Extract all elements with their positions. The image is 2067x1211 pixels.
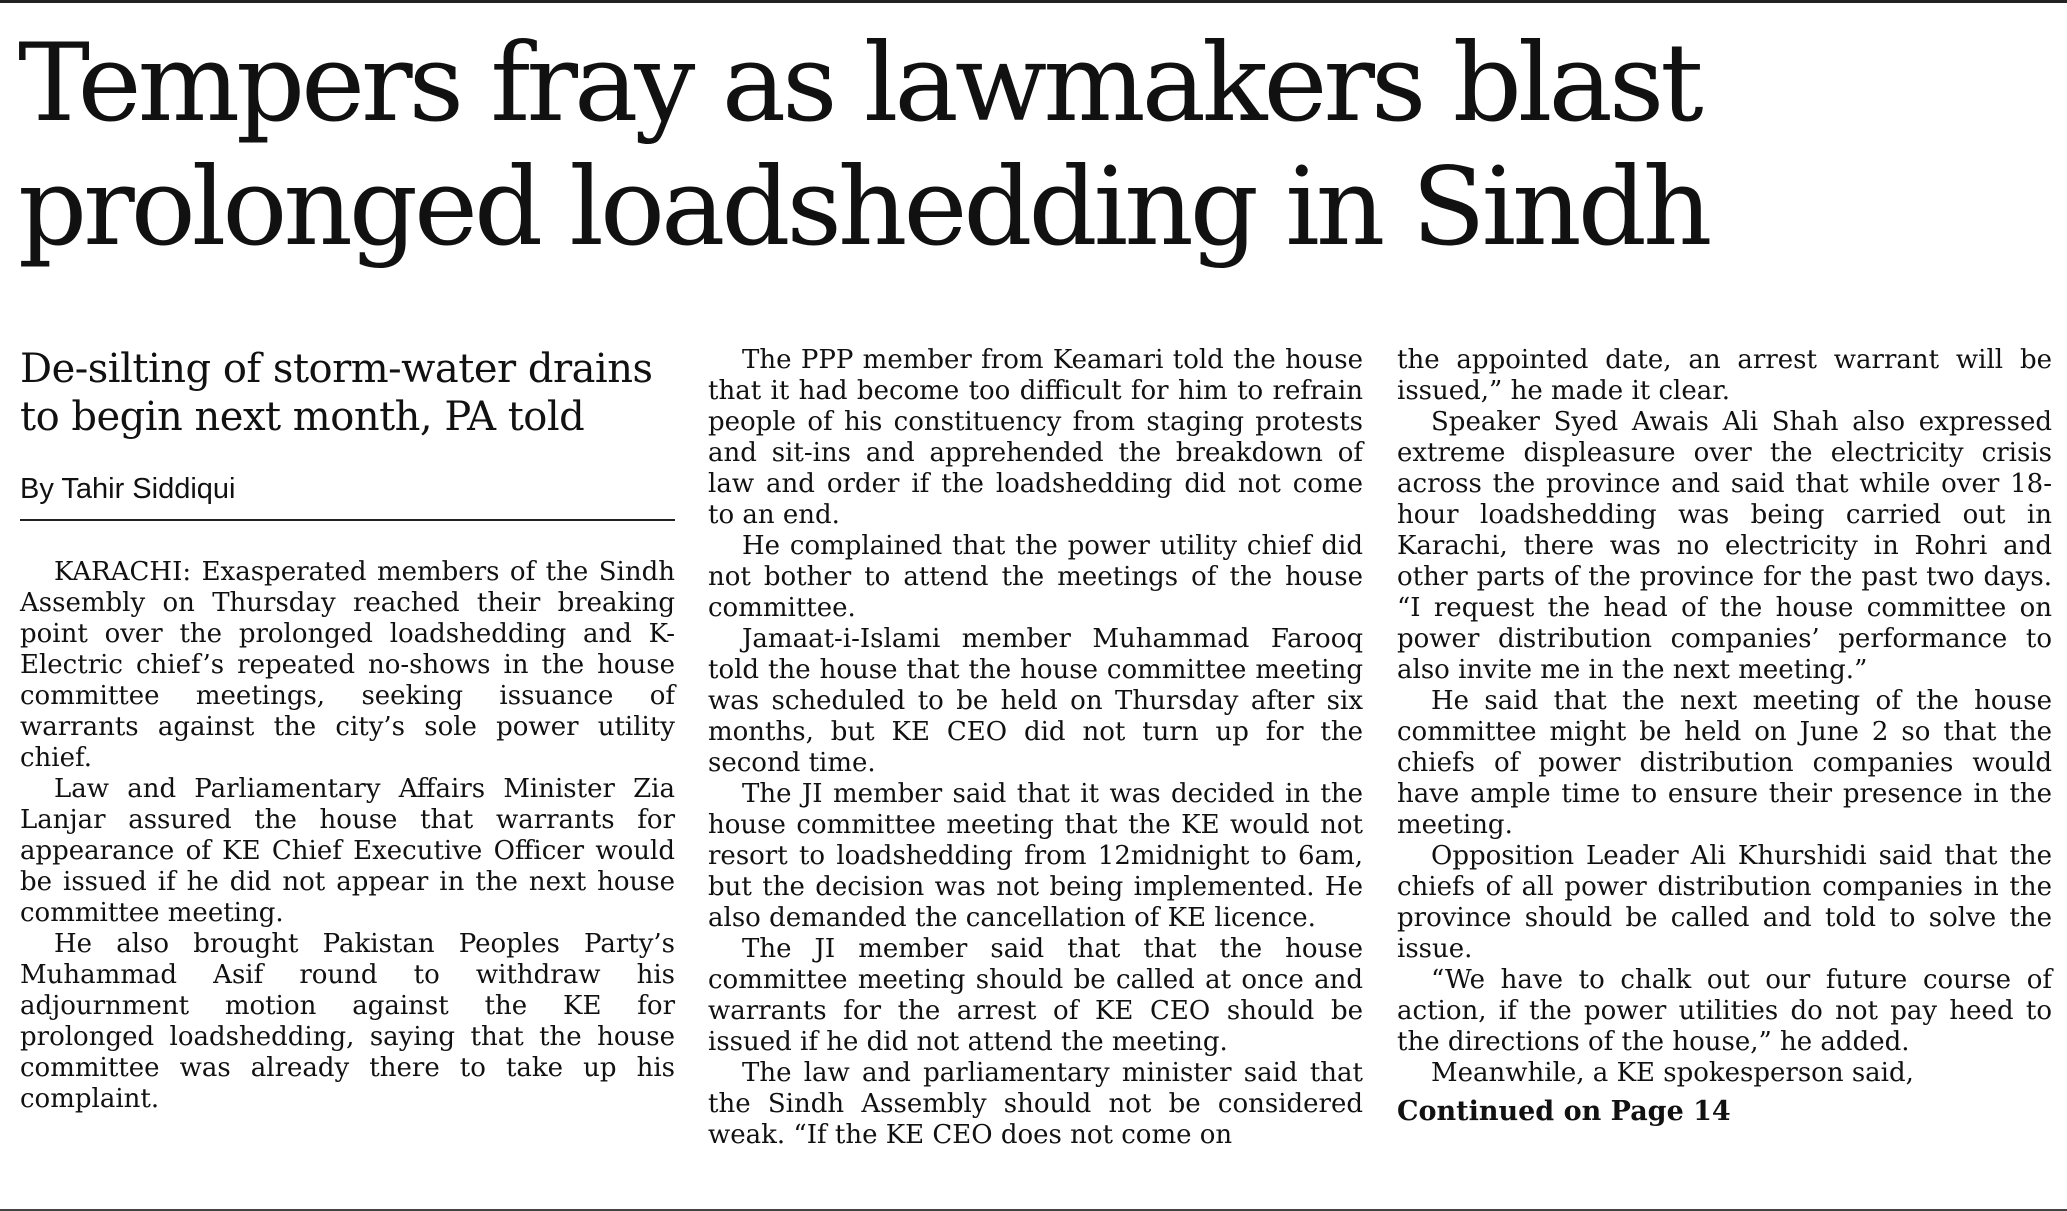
paragraph: “We have to chalk out our future course of action, if the power utilities do not pay heed to the directions of the house,” he added. (1397, 965, 2052, 1057)
paragraph: Law and Parliamentary Affairs Minister Zia Lanjar assured the house that warrants for appearance of KE Chief Executive Officer would be issued if he did not appear in the next house committee meeting. (20, 774, 675, 928)
paragraph: Meanwhile, a KE spokesperson said, (1431, 1058, 1914, 1088)
column-1 (20, 345, 675, 1115)
byline-spacer (20, 521, 675, 557)
paragraph: Opposition Leader Ali Khurshidi said that the chiefs of all power distribution companies in the province should be called and told to solve the issue. (1397, 841, 2052, 964)
article-body (20, 345, 2050, 1200)
paragraph: Jamaat-i-Islami member Muhammad Farooq told the house that the house committee meeting was scheduled to be held on Thursday after six months, but KE CEO did not turn up for the second time. (708, 624, 1363, 778)
paragraph: He also brought Pakistan Peoples Party’s Muhammad Asif round to withdraw his adjournment motion against the KE for prolonged loadshedding, saying that the house committee was already there to take up his complaint. (20, 929, 675, 1114)
headline: Tempers fray as lawmakers blast prolonged loadshedding in Sindh (18, 21, 1709, 270)
paragraph: The PPP member from Keamari told the house that it had become too difficult for him to refrain people of his constituency from staging protests and sit-ins and apprehended the breakdown of law and order if the loadshedding did not come to an end. (708, 345, 1363, 530)
column-2 (708, 345, 1363, 1151)
paragraph-continuation: the appointed date, an arrest warrant will be issued,” he made it clear. (1397, 345, 2052, 406)
subheadline: De-silting of storm-water drains to begin next month, PA told (20, 346, 653, 440)
continued-link[interactable]: Continued on Page 14 (1397, 1096, 1731, 1127)
paragraph: He complained that the power utility chief did not bother to attend the meetings of the house committee. (708, 531, 1363, 623)
paragraph: He said that the next meeting of the house committee might be held on June 2 so that the chiefs of power distribution companies would have ample time to ensure their presence in the meeting. (1397, 686, 2052, 840)
byline: By Tahir Siddiqui (20, 471, 675, 521)
paragraph: The law and parliamentary minister said that the Sindh Assembly should not be considered weak. “If the KE CEO does not come on (708, 1058, 1363, 1150)
paragraph: Speaker Syed Awais Ali Shah also expressed extreme displeasure over the electricity crisis across the province and said that while over 18-hour loadshedding was being carried out in Karachi, there was no electricity in Rohri and other parts of the province for the past two days. “I request the head of the house committee on power distribution companies’ performance to also invite me in the next meeting.” (1397, 407, 2052, 685)
paragraph: The JI member said that that the house committee meeting should be called at once and warrants for the arrest of KE CEO should be issued if he did not attend the meeting. (708, 934, 1363, 1057)
paragraph: KARACHI: Exasperated members of the Sindh Assembly on Thursday reached their breaking point over the prolonged loadshedding and K-Electric chief’s repeated no-shows in the house committee meetings, seeking issuance of warrants against the city’s sole power utility chief. (20, 557, 675, 773)
paragraph: The JI member said that it was decided in the house committee meeting that the KE would not resort to loadshedding from 12midnight to 6am, but the decision was not being implemented. He also demanded the cancellation of KE licence. (708, 779, 1363, 933)
top-rule (0, 0, 2067, 3)
column-3 (1397, 345, 2052, 1129)
